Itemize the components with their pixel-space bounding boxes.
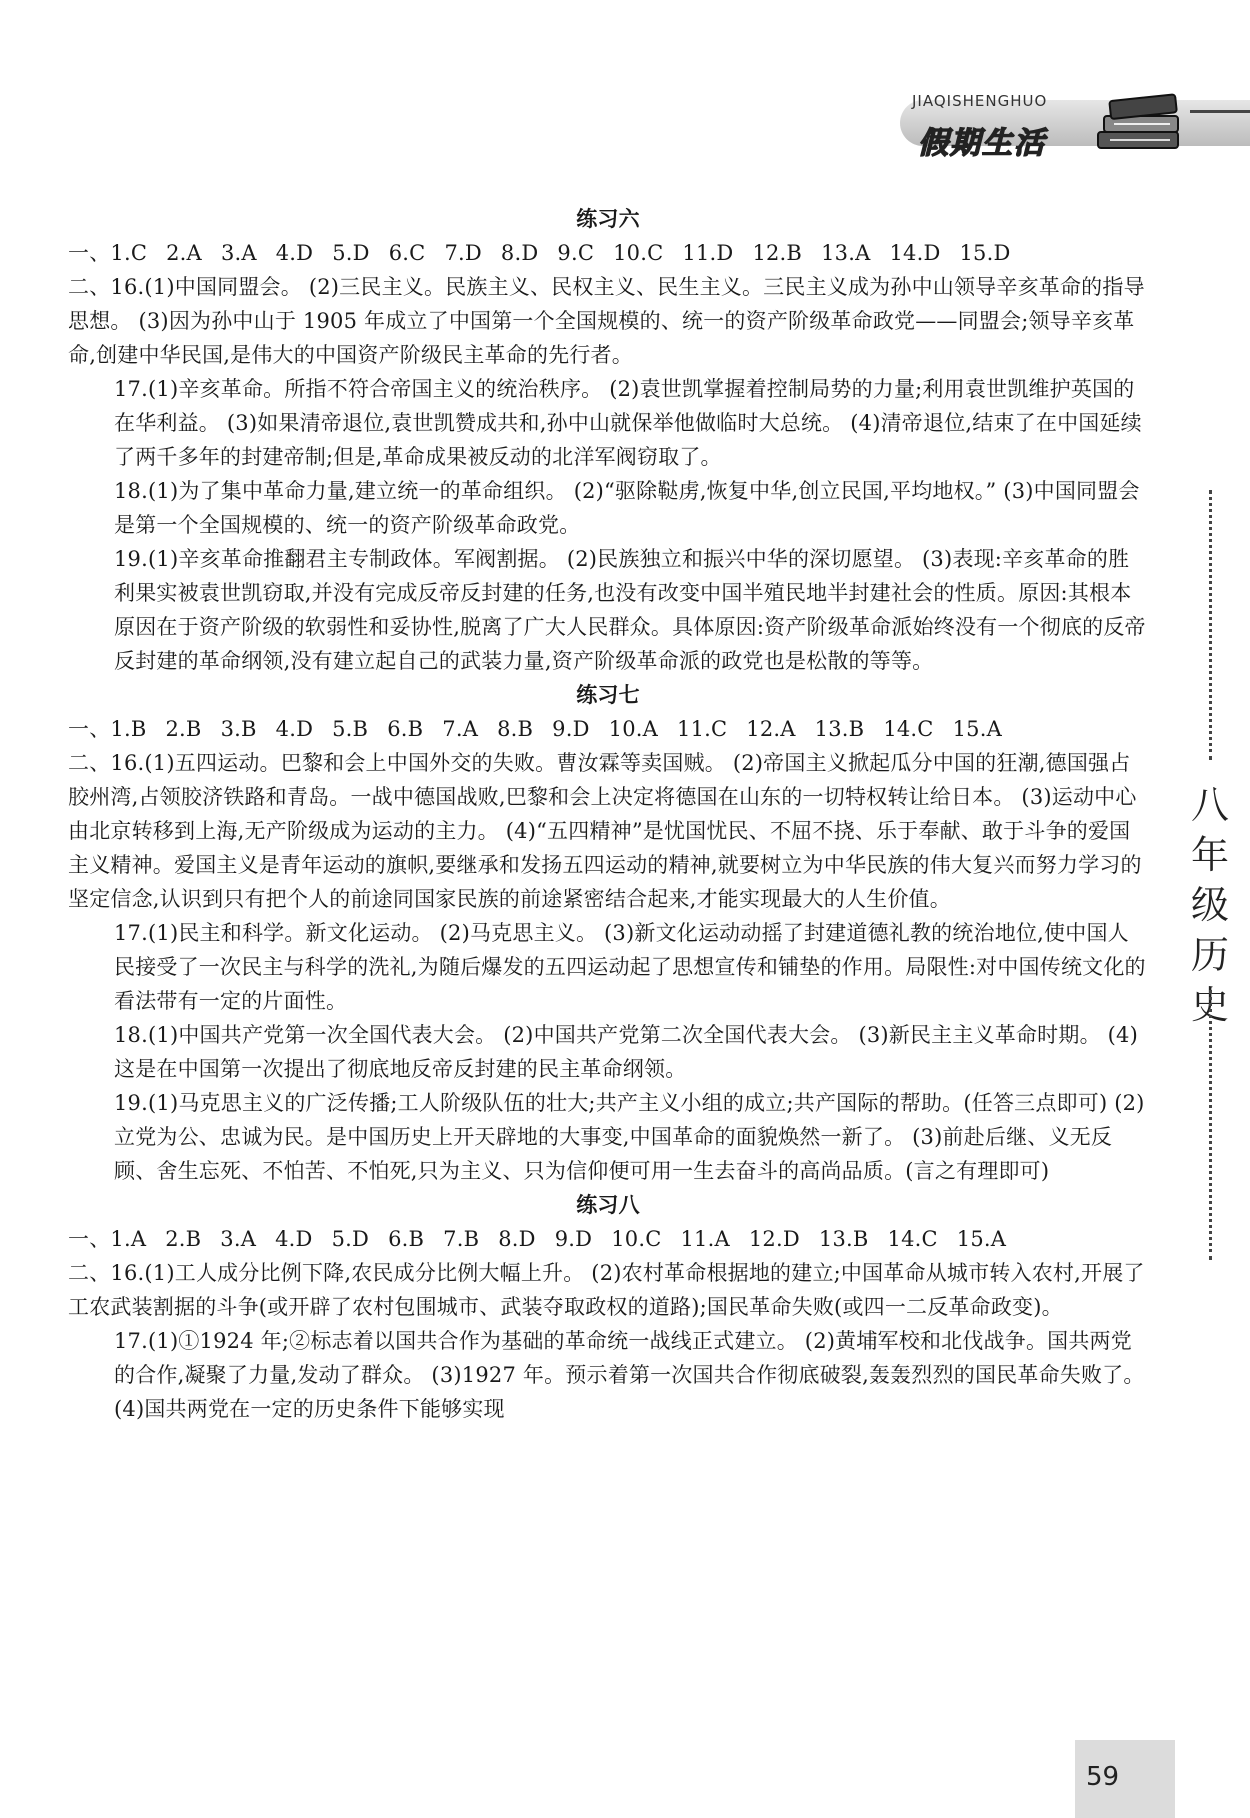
question-text: 16.(1)中国同盟会。 (2)三民主义。民族主义、民权主义、民生主义。三民主义成为孙中山领导辛亥革命的指导思想。 (3)因为孙中山于 1905 年成立了中国第一个全国规模的、统一的资产阶级革命政党——同盟会;领导辛亥革命,创建中华民国,是伟大的中国资产阶级民主革命的先行者。	[68, 275, 1145, 367]
choice-answer: 2.A	[166, 241, 202, 265]
question-answer	[68, 372, 1148, 474]
choice-answer: 1.B	[110, 717, 147, 741]
choice-answer: 1.A	[110, 1227, 147, 1251]
header-divider	[1190, 110, 1250, 113]
books-icon	[1090, 86, 1190, 156]
question-answer	[68, 1086, 1148, 1188]
choice-answer: 8.B	[497, 717, 534, 741]
question-text: 18.(1)为了集中革命力量,建立统一的革命组织。 (2)“驱除鞑虏,恢复中华,创立民国,平均地权。” (3)中国同盟会是第一个全国规模的、统一的资产阶级革命政党。	[114, 479, 1140, 537]
choice-answers	[68, 1222, 1148, 1256]
question-prefix: 二、	[68, 275, 111, 299]
question-answer	[68, 542, 1148, 678]
choice-answers	[68, 236, 1148, 270]
question-text: 17.(1)辛亥革命。所指不符合帝国主义的统治秩序。 (2)袁世凯掌握着控制局势的力量;利用袁世凯维护英国的在华利益。 (3)如果清帝退位,袁世凯赞成共和,孙中山就保举他做临时大总统。 (4)清帝退位,结束了在中国延续了两千多年的封建帝制;但是,革命成果被反动的北洋军阀窃取了。	[114, 377, 1142, 469]
choice-answer: 14.C	[883, 717, 934, 741]
question-answer	[68, 474, 1148, 542]
choice-answer: 5.D	[331, 1227, 370, 1251]
question-answer	[68, 746, 1148, 916]
question-text: 19.(1)马克思主义的广泛传播;工人阶级队伍的壮大;共产主义小组的成立;共产国际的帮助。(任答三点即可) (2)立党为公、忠诚为民。是中国历史上开天辟地的大事变,中国革命的面貌焕然一新了。 (3)前赴后继、义无反顾、舍生忘死、不怕苦、不怕死,只为主义、只为信仰便可用一生去奋斗的高尚品质。(言之有理即可)	[114, 1091, 1145, 1183]
choice-answer: 15.A	[956, 1227, 1007, 1251]
question-text: 17.(1)①1924 年;②标志着以国共合作为基础的革命统一战线正式建立。 (2)黄埔军校和北伐战争。国共两党的合作,凝聚了力量,发动了群众。 (3)1927 年。预示着第一次国共合作彻底破裂,轰轰烈烈的国民革命失败了。 (4)国共两党在一定的历史条件下能够实现	[114, 1329, 1145, 1421]
side-dotted-line-bottom	[1209, 990, 1212, 1260]
answer-content	[68, 202, 1148, 1426]
choice-prefix: 一、	[68, 1227, 111, 1251]
choice-answer: 6.C	[388, 241, 426, 265]
choice-answer: 7.B	[443, 1227, 480, 1251]
choice-answer: 7.A	[442, 717, 479, 741]
choice-answer: 14.C	[887, 1227, 938, 1251]
choice-answer: 5.B	[332, 717, 369, 741]
question-prefix: 二、	[68, 1261, 111, 1285]
choice-answer: 13.B	[818, 1227, 869, 1251]
question-answer	[68, 1256, 1148, 1324]
header-title: 假期生活	[918, 126, 1046, 161]
choice-answer: 9.C	[557, 241, 595, 265]
choice-answer: 3.B	[220, 717, 257, 741]
question-text: 16.(1)五四运动。巴黎和会上中国外交的失败。曹汝霖等卖国贼。 (2)帝国主义掀起瓜分中国的狂潮,德国强占胶州湾,占领胶济铁路和青岛。一战中德国战败,巴黎和会上决定将德国在山东的一切特权转让给日本。 (3)运动中心由北京转移到上海,无产阶级成为运动的主力。 (4)“五四精神”是忧国忧民、不屈不挠、乐于奉献、敢于斗争的爱国主义精神。爱国主义是青年运动的旗帜,要继承和发扬五四运动的精神,就要树立为中华民族的伟大复兴而努力学习的坚定信念,认识到只有把个人的前途同国家民族的前途紧密结合起来,才能实现最大的人生价值。	[68, 751, 1142, 911]
choice-answer: 8.D	[500, 241, 539, 265]
choice-answer: 12.A	[746, 717, 796, 741]
choice-answer: 15.D	[959, 241, 1011, 265]
question-answer	[68, 1324, 1148, 1426]
side-dotted-line-top	[1209, 490, 1212, 760]
section-title: 练习六	[576, 206, 640, 231]
choice-answer: 2.B	[165, 1227, 202, 1251]
question-text: 16.(1)工人成分比例下降,农民成分比例大幅上升。 (2)农村革命根据地的建立;中国革命从城市转入农村,开展了工农武装割据的斗争(或开辟了农村包围城市、武装夺取政权的道路);国民革命失败(或四一二反革命政变)。	[68, 1261, 1145, 1319]
question-text: 19.(1)辛亥革命推翻君主专制政体。军阀割据。 (2)民族独立和振兴中华的深切愿望。 (3)表现:辛亥革命的胜利果实被袁世凯窃取,并没有完成反帝反封建的任务,也没有改变中国半殖民地半封建社会的性质。原因:其根本原因在于资产阶级的软弱性和妥协性,脱离了广大人民群众。具体原因:资产阶级革命派始终没有一个彻底的反帝反封建的革命纲领,没有建立起自己的武装力量,资产阶级革命派的政党也是松散的等等。	[114, 547, 1146, 673]
choice-answer: 15.A	[952, 717, 1002, 741]
choice-answer: 3.A	[220, 241, 257, 265]
choice-answer: 6.B	[388, 1227, 425, 1251]
choice-answer: 7.D	[444, 241, 482, 265]
side-subject-label: 八年级历史	[1190, 783, 1229, 1027]
question-prefix: 二、	[68, 751, 111, 775]
choice-answers	[68, 712, 1148, 746]
choice-answer: 9.D	[554, 1227, 593, 1251]
choice-answer: 4.D	[275, 717, 314, 741]
page-number: 59	[1086, 1762, 1120, 1792]
choice-prefix: 一、	[68, 241, 111, 265]
header-pinyin: JIAQISHENGHUO	[912, 92, 1048, 110]
choice-answer: 2.B	[165, 717, 202, 741]
choice-answer: 10.A	[608, 717, 659, 741]
choice-answer: 10.C	[613, 241, 664, 265]
choice-answer: 11.D	[682, 241, 734, 265]
choice-answer: 5.D	[332, 241, 370, 265]
choice-answer: 13.A	[821, 241, 871, 265]
choice-answer: 13.B	[814, 717, 865, 741]
question-answer	[68, 270, 1148, 372]
question-answer	[68, 1018, 1148, 1086]
question-text: 18.(1)中国共产党第一次全国代表大会。 (2)中国共产党第二次全国代表大会。 (3)新民主主义革命时期。 (4)这是在中国第一次提出了彻底地反帝反封建的民主革命纲领。	[114, 1023, 1139, 1081]
choice-answer: 6.B	[387, 717, 424, 741]
choice-answer: 11.A	[680, 1227, 730, 1251]
choice-answer: 10.C	[611, 1227, 662, 1251]
choice-answer: 8.D	[498, 1227, 536, 1251]
choice-answer: 1.C	[110, 241, 148, 265]
section-title: 练习七	[576, 682, 640, 707]
choice-answer: 12.B	[752, 241, 803, 265]
choice-answer: 11.C	[677, 717, 728, 741]
choice-answer: 4.D	[275, 1227, 313, 1251]
choice-prefix: 一、	[68, 717, 111, 741]
choice-answer: 9.D	[552, 717, 590, 741]
choice-answer: 14.D	[889, 241, 941, 265]
question-text: 17.(1)民主和科学。新文化运动。 (2)马克思主义。 (3)新文化运动动摇了封建道德礼教的统治地位,使中国人民接受了一次民主与科学的洗礼,为随后爆发的五四运动起了思想宣传和铺垫的作用。局限性:对中国传统文化的看法带有一定的片面性。	[114, 921, 1146, 1013]
choice-answer: 3.A	[220, 1227, 257, 1251]
section-title: 练习八	[576, 1192, 640, 1217]
choice-answer: 4.D	[275, 241, 314, 265]
question-answer	[68, 916, 1148, 1018]
choice-answer: 12.D	[748, 1227, 800, 1251]
